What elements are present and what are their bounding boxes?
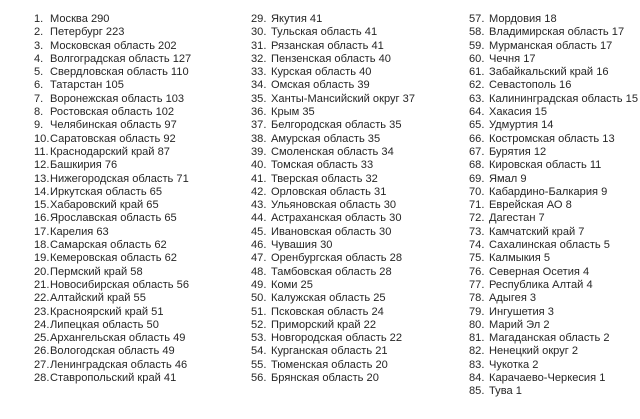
list-item-number: 69. bbox=[469, 172, 485, 185]
list-item-label: Сахалинская область 5 bbox=[489, 239, 610, 252]
list-item-number: 65. bbox=[469, 119, 485, 132]
list-item-label: Красноярский край 51 bbox=[50, 305, 164, 318]
list-item-number: 33. bbox=[251, 66, 267, 79]
list-item-label: Смоленская область 34 bbox=[271, 145, 394, 158]
list-item-number: 26. bbox=[34, 345, 50, 358]
list-item-label: Тува 1 bbox=[489, 385, 522, 398]
list-item-label: Алтайский край 55 bbox=[50, 292, 146, 305]
list-item-label: Курская область 40 bbox=[271, 66, 372, 79]
list-item-number: 16. bbox=[34, 212, 50, 225]
list-item-number: 66. bbox=[469, 132, 485, 145]
list-item-label: Коми 25 bbox=[271, 278, 313, 291]
list-item-label: Самарская область 62 bbox=[50, 239, 167, 252]
list-item-label: Ростовская область 102 bbox=[50, 106, 175, 119]
list-item-number: 25. bbox=[34, 332, 50, 345]
list-item-number: 53. bbox=[251, 332, 267, 345]
list-item-label: Ленинградская область 46 bbox=[50, 358, 188, 371]
list-item-label: Хакасия 15 bbox=[489, 106, 548, 119]
list-item-label: Оренбургская область 28 bbox=[271, 252, 403, 265]
list-item-label: Камчатский край 7 bbox=[489, 225, 585, 238]
list-item-number: 7. bbox=[34, 92, 44, 105]
list-item-label: Пензенская область 40 bbox=[271, 52, 391, 65]
list-item-number: 1. bbox=[34, 13, 44, 25]
list-item-number: 62. bbox=[469, 79, 485, 92]
list-item-label: Омская область 39 bbox=[271, 79, 370, 92]
list-item-number: 9. bbox=[34, 119, 44, 132]
list-item-label: Калмыкия 5 bbox=[489, 252, 551, 265]
list-item-label: Калининградская область 15 bbox=[489, 92, 639, 105]
list-item-number: 23. bbox=[34, 305, 50, 318]
list-item-number: 43. bbox=[251, 199, 267, 212]
list-item-label: Томская область 33 bbox=[271, 159, 374, 172]
list-item-number: 57. bbox=[469, 13, 485, 25]
list-item-number: 41. bbox=[251, 172, 267, 185]
list-item-number: 36. bbox=[251, 106, 267, 119]
list-item-label: Чукотка 2 bbox=[489, 358, 539, 371]
list-item-number: 78. bbox=[469, 292, 485, 305]
list-item-number: 19. bbox=[34, 252, 50, 265]
list-item-number: 59. bbox=[469, 39, 485, 52]
list-item-label: Карелия 63 bbox=[50, 225, 109, 238]
list-item-number: 64. bbox=[469, 106, 485, 119]
list-item-number: 82. bbox=[469, 345, 485, 358]
list-item-number: 13. bbox=[34, 172, 50, 185]
list-item-number: 6. bbox=[34, 79, 44, 92]
list-item-label: Пермский край 58 bbox=[50, 265, 143, 278]
list-item-label: Удмуртия 14 bbox=[489, 119, 554, 132]
list-item-label: Тюменская область 20 bbox=[271, 358, 388, 371]
list-item-label: Саратовская область 92 bbox=[50, 132, 176, 145]
list-item-label: Карачаево-Черкесия 1 bbox=[489, 372, 606, 385]
list-item-number: 49. bbox=[251, 278, 267, 291]
list-item-label: Якутия 41 bbox=[271, 13, 323, 25]
list-item-number: 21. bbox=[34, 278, 50, 291]
list-item-label: Ненецкий округ 2 bbox=[489, 345, 579, 358]
list-item-number: 12. bbox=[34, 159, 50, 172]
list-item-label: Крым 35 bbox=[271, 106, 315, 119]
list-item-number: 24. bbox=[34, 318, 50, 331]
list-item-label: Тульская область 41 bbox=[271, 26, 378, 39]
list-item-number: 76. bbox=[469, 265, 485, 278]
list-item-label: Иркутская область 65 bbox=[50, 185, 163, 198]
list-item-number: 70. bbox=[469, 185, 485, 198]
list-item-number: 22. bbox=[34, 292, 50, 305]
list-item-label: Башкирия 76 bbox=[50, 159, 118, 172]
list-item-label: Хабаровский край 65 bbox=[50, 199, 159, 212]
list-item-label: Ставропольский край 41 bbox=[50, 372, 177, 385]
list-item-label: Ямал 9 bbox=[489, 172, 527, 185]
list-item-number: 83. bbox=[469, 358, 485, 371]
list-item-number: 52. bbox=[251, 318, 267, 331]
list-item-number: 50. bbox=[251, 292, 267, 305]
list-item-number: 31. bbox=[251, 39, 267, 52]
list-item-label: Мурманская область 17 bbox=[489, 39, 613, 52]
list-item-label: Белгородская область 35 bbox=[271, 119, 402, 132]
list-item-label: Амурская область 35 bbox=[271, 132, 381, 145]
list-item-number: 27. bbox=[34, 358, 50, 371]
list-item-label: Орловская область 31 bbox=[271, 185, 387, 198]
list-item-label: Севастополь 16 bbox=[489, 79, 572, 92]
list-item-label: Краснодарский край 87 bbox=[50, 145, 170, 158]
list-item-number: 17. bbox=[34, 225, 50, 238]
list-item-label: Приморский край 22 bbox=[271, 318, 376, 331]
list-item-number: 15. bbox=[34, 199, 50, 212]
list-item-label: Ханты-Мансийский округ 37 bbox=[271, 92, 416, 105]
list-item-label: Воронежская область 103 bbox=[50, 92, 185, 105]
list-item-number: 11. bbox=[34, 145, 49, 158]
list-item-number: 32. bbox=[251, 52, 267, 65]
list-item-number: 29. bbox=[251, 13, 267, 25]
list-item-number: 56. bbox=[251, 372, 267, 385]
list-item-number: 42. bbox=[251, 185, 267, 198]
list-item-label: Мордовия 18 bbox=[489, 13, 557, 25]
list-item-label: Калужская область 25 bbox=[271, 292, 386, 305]
list-item-label: Татарстан 105 bbox=[50, 79, 124, 92]
list-item-label: Курганская область 21 bbox=[271, 345, 388, 358]
list-item-number: 71. bbox=[469, 199, 485, 212]
list-item-number: 74. bbox=[469, 239, 485, 252]
list-item-number: 35. bbox=[251, 92, 267, 105]
list-item-label: Ярославская область 65 bbox=[50, 212, 177, 225]
list-item-number: 30. bbox=[251, 26, 267, 39]
list-item-label: Псковская область 24 bbox=[271, 305, 384, 318]
list-item-number: 61. bbox=[469, 66, 485, 79]
list-item-number: 67. bbox=[469, 145, 485, 158]
list-item-label: Новгородская область 22 bbox=[271, 332, 403, 345]
list-item-label: Еврейская АО 8 bbox=[489, 199, 572, 212]
list-item-number: 80. bbox=[469, 318, 485, 331]
list-item-number: 51. bbox=[251, 305, 267, 318]
list-item-label: Петербург 223 bbox=[50, 26, 125, 39]
list-item-label: Кировская область 11 bbox=[489, 159, 602, 172]
list-item-number: 68. bbox=[469, 159, 485, 172]
list-item-label: Дагестан 7 bbox=[489, 212, 545, 225]
list-item-label: Челябинская область 97 bbox=[50, 119, 177, 132]
list-item-label: Новосибирская область 56 bbox=[50, 278, 189, 291]
list-item-number: 79. bbox=[469, 305, 485, 318]
list-item-label: Брянская область 20 bbox=[271, 372, 379, 385]
list-item-label: Вологодская область 49 bbox=[50, 345, 175, 358]
list-item-number: 28. bbox=[34, 372, 50, 385]
list-item-number: 2. bbox=[34, 26, 44, 39]
list-item-label: Республика Алтай 4 bbox=[489, 278, 593, 291]
list-item-number: 73. bbox=[469, 225, 485, 238]
list-item-label: Ингушетия 3 bbox=[489, 305, 554, 318]
list-item-number: 72. bbox=[469, 212, 485, 225]
list-item-number: 38. bbox=[251, 132, 267, 145]
list-item-number: 63. bbox=[469, 92, 485, 105]
list-item-label: Марий Эл 2 bbox=[489, 318, 550, 331]
list-item-label: Рязанская область 41 bbox=[271, 39, 384, 52]
list-item-label: Кабардино-Балкария 9 bbox=[489, 185, 608, 198]
list-item-label: Астраханская область 30 bbox=[271, 212, 402, 225]
list-item-number: 81. bbox=[469, 332, 485, 345]
list-item-number: 75. bbox=[469, 252, 485, 265]
list-item-label: Кемеровская область 62 bbox=[50, 252, 177, 265]
list-item-number: 18. bbox=[34, 239, 50, 252]
list-item-label: Ивановская область 30 bbox=[271, 225, 392, 238]
list-item-number: 5. bbox=[34, 66, 44, 79]
list-item-label: Москва 290 bbox=[50, 13, 110, 25]
list-item-number: 48. bbox=[251, 265, 267, 278]
list-item-label: Волгоградская область 127 bbox=[50, 52, 192, 65]
list-item-label: Свердловская область 110 bbox=[50, 66, 189, 79]
list-item-number: 4. bbox=[34, 52, 44, 65]
list-item-number: 60. bbox=[469, 52, 485, 65]
list-item-label: Тверская область 32 bbox=[271, 172, 378, 185]
list-item-number: 58. bbox=[469, 26, 485, 39]
list-item-number: 54. bbox=[251, 345, 267, 358]
list-item-label: Нижегородская область 71 bbox=[50, 172, 189, 185]
list-item-label: Чечня 17 bbox=[489, 52, 536, 65]
list-item-number: 10. bbox=[34, 132, 50, 145]
list-item-number: 46. bbox=[251, 239, 267, 252]
list-item-label: Владимирская область 17 bbox=[489, 26, 625, 39]
list-item-number: 47. bbox=[251, 252, 267, 265]
list-item-label: Забайкальский край 16 bbox=[489, 66, 609, 79]
list-item-label: Архангельская область 49 bbox=[50, 332, 186, 345]
list-item-label: Адыгея 3 bbox=[489, 292, 537, 305]
list-item-number: 34. bbox=[251, 79, 267, 92]
list-item-label: Ульяновская область 30 bbox=[271, 199, 397, 212]
list-item-number: 37. bbox=[251, 119, 267, 132]
list-item-number: 20. bbox=[34, 265, 50, 278]
list-item-number: 45. bbox=[251, 225, 267, 238]
list-item-label: Липецкая область 50 bbox=[50, 318, 159, 331]
list-item-label: Северная Осетия 4 bbox=[489, 265, 590, 278]
list-item-number: 14. bbox=[34, 185, 50, 198]
list-item-number: 85. bbox=[469, 385, 485, 398]
list-item-label: Магаданская область 2 bbox=[489, 332, 610, 345]
list-item-number: 44. bbox=[251, 212, 267, 225]
list-item-number: 55. bbox=[251, 358, 267, 371]
list-item-number: 8. bbox=[34, 106, 44, 119]
list-item-number: 84. bbox=[469, 372, 485, 385]
list-item-label: Чувашия 30 bbox=[271, 239, 333, 252]
list-item-number: 77. bbox=[469, 278, 485, 291]
list-item-number: 40. bbox=[251, 159, 267, 172]
list-item-number: 39. bbox=[251, 145, 267, 158]
list-item-label: Костромская область 13 bbox=[489, 132, 615, 145]
list-item-label: Московская область 202 bbox=[50, 39, 177, 52]
list-item-number: 3. bbox=[34, 39, 44, 52]
list-item-label: Бурятия 12 bbox=[489, 145, 547, 158]
list-item-label: Тамбовская область 28 bbox=[271, 265, 392, 278]
